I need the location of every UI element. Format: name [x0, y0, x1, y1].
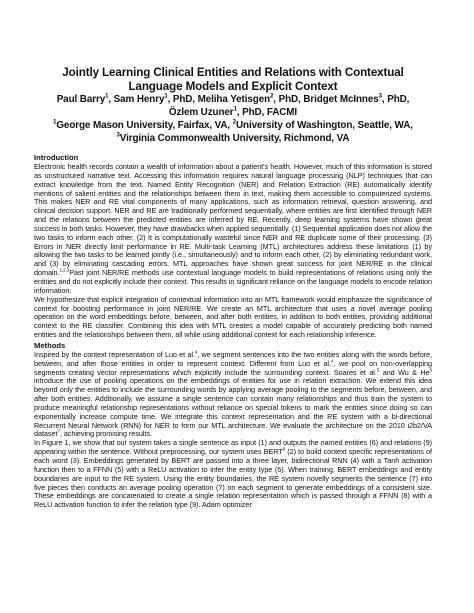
author-name: PhD, Bridget McInnes: [278, 94, 379, 105]
author-name: Sam Henry: [113, 94, 165, 105]
citation-marker: 7: [57, 429, 60, 435]
methods-paragraph-2: [34, 439, 432, 510]
affiliation-text: Virginia Commonwealth University, Richmond, VA: [119, 133, 350, 144]
author-line-1: Paul Barry$^1$, Sam Henry$^1$, PhD, Meliha Yetisgen$^2$, PhD, Bridget McInnes$^3$, PhD,: [56, 93, 410, 105]
paragraph-text: , we pool on non-overlapping segments creating vector representations which explicitly include the surrounding context. Soares et al.: [34, 358, 432, 377]
affiliation-text: George Mason University, Fairfax, VA,: [56, 120, 233, 131]
paragraph-text: Electronic health records contain a wealth of information about a patient's health. However, much of this information is stored as unstructured narrative text. Accessing this information requires natural language processing (NLP) techniques that can extract knowledge from the text. Named Entity Recognition (NER) and Relation Extraction (RE) automatically identify mentions of salient entities and the relationships between them in text, making them accessible to computerized systems. This makes NER and RE vital components of many applications, such as information retrieval, question answering, and clinical decision support. NER and RE are traditionally performed sequentially, where entities are first identified through NER and the relations between the predicted entities are inferred by RE. Recently, deep learning systems have shown great success in both tasks. However, they have drawbacks when applied sequentially. (1) Sequential application does not allow the two tasks to inform each other. (2) It is computationally wasteful since NER and RE duplicate some of their processing. (3) Errors in NER directly limit performance in RE. Multi-task Learning (MTL) architectures address these limitations (1) by allowing the two tasks to be learned jointly (i.e., simultaneously) and to inform each other, (2) by eliminating redundant work, and (3) by eliminating cascading errors. MTL approaches have shown great success for joint NER/RE in the clinical domain.: [34, 162, 432, 278]
paragraph-text: (2) to build context specific representations of each word (3). Embeddings generated by BERT are passed into a three layer, bidirectional RNN (4) with a Tanh activation function then to a FFNN (5) with a ReLU activation to infer the entity type (6). When training, BERT embeddings and entity boundaries are input to the RE system. Using the entity boundaries, the RE system novelly segments the sentence (7) into five pieces then conducts an average pooling operation (7) on each segment to generate embeddings of a consistent size. These embeddings are concatenated to create a single relation representation which is passed through a FFNN (8) with a ReLU activation function to infer the relation type (9). Adam optimizer: [34, 447, 433, 510]
author-name: PhD, Meliha Yetisgen: [172, 94, 271, 105]
author-line-2: Özlem Uzuner$^1$, PhD, FACMI: [168, 106, 298, 118]
section-heading-introduction: Introduction: [34, 153, 79, 162]
author-list: [34, 93, 432, 119]
author-name: Özlem Uzuner: [168, 107, 234, 118]
author-name: PhD, FACMI: [242, 107, 298, 118]
author-affil-marker: 1: [233, 106, 237, 113]
author-affil-marker: 2: [270, 93, 274, 100]
affiliation-list: [34, 119, 432, 145]
affil-marker: 2: [232, 119, 236, 126]
author-affil-marker: 1: [164, 93, 168, 100]
affil-marker: 3: [116, 132, 120, 139]
citation-marker: 1,2,3: [59, 267, 70, 273]
paragraph-text: , we segment sentences into the two entities along with the words before, between, and after those entities in order to represent context. Different from Luo et al.: [34, 349, 432, 368]
citation-marker: 4: [194, 349, 198, 355]
affiliation-line-1: [34, 119, 432, 132]
paragraph-text: Past joint NER/RE methods use contextual language models to build representations of relations using only the entities and do not explicitly include their context. This results in significant reliance on the language models to encode relation information.: [34, 268, 432, 295]
paragraph-text: Inspired by the context representation of Luo et al.: [34, 349, 195, 359]
introduction-paragraph-2: We hypothesize that explicit integration of contextual information into an MTL framework would emphasize the significance of context for boosting performance in joint NER/RE. We create an MTL architecture that uses a novel average pooling operation on the word embeddings before, between, and after both entities, in addition to both entities, providing additional context to the RE classifier. Combining this idea with MTL creates a model capable of accurately predicting both named entities and the relationships between them, all while using additional context for each relationship inference.: [34, 294, 432, 340]
title-line-2: Language Models and Explicit Context: [128, 79, 338, 93]
introduction-paragraph-1: [34, 163, 432, 296]
affiliation-text: University of Washington, Seattle, WA,: [235, 120, 413, 131]
author-name: PhD,: [387, 94, 410, 105]
citation-marker: 6: [429, 367, 432, 373]
paragraph-text: introduce the use of pooling operations on the embeddings of entities for use in relation extraction. We extend this idea beyond only the entities to include the surrounding words by applying average pooling to the segments before, between, and after both entities. Additionally, we assume a single sentence can contain many relationships and thus train the system to produce meaningful relationship representations without reliance on special tokens to mark the entities since doing so can exponentially increase compute time. We integrate this context representation and the RE system with a bi-directional Recurrent Neural Network (RNN) for NER to form our MTL architecture. We evaluate the architecture on the 2010 i2b2/VA dataset: [34, 376, 432, 439]
affil-marker: 1: [53, 119, 57, 126]
affiliation-line-2: [34, 132, 432, 145]
section-heading-methods: Methods: [34, 340, 66, 350]
paragraph-text: , achieving promising results.: [59, 429, 152, 439]
author-affil-marker: 1: [105, 93, 109, 100]
paragraph-text: and Wu & He: [379, 367, 430, 377]
paragraph-text: In Figure 1, we show that our system takes a single sentence as input (1) and outputs the named entities (6) and relations (9) appearing within the sentence. Without preprocessing, our system uses BERT: [34, 438, 432, 457]
citation-marker: 4: [330, 358, 334, 364]
paper-title: [34, 66, 432, 93]
methods-paragraph-1: [34, 351, 432, 439]
title-line-1: Jointly Learning Clinical Entities and Relations with Contextual: [62, 66, 404, 79]
citation-marker: 5: [376, 367, 380, 373]
author-affil-marker: 3: [378, 93, 382, 100]
citation-marker: 8: [282, 446, 286, 452]
author-name: Paul Barry: [56, 94, 106, 105]
